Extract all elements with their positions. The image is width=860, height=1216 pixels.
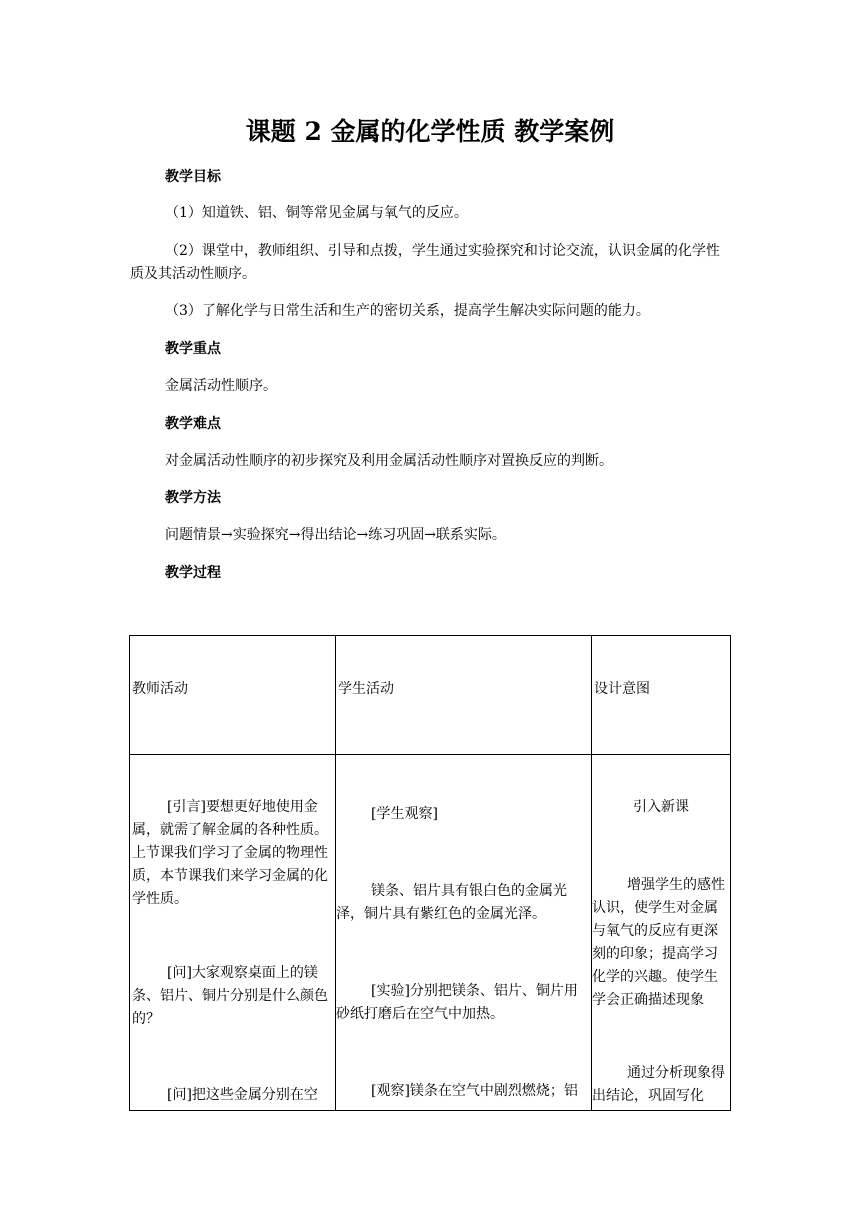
difficulty-heading: 教学难点 <box>165 416 221 432</box>
design-cell-perception: 增强学生的感性认识，使学生对金属与氧气的反应有更深刻的印象；提高学习化学的兴趣。使学生学会正确描述现象 <box>592 877 725 1008</box>
process-heading: 教学过程 <box>165 565 221 581</box>
student-cell-experiment: [实验]分别把镁条、铝片、铜片用砂纸打磨后在空气中加热。 <box>336 983 578 1022</box>
design-cell-intro: 引入新课 <box>633 799 689 815</box>
header-student-activity: 学生活动 <box>338 681 394 697</box>
goals-heading: 教学目标 <box>165 169 221 185</box>
method-heading: 教学方法 <box>165 490 221 506</box>
goal-3: （3）了解化学与日常生活和生产的密切关系，提高学生解决实际问题的能力。 <box>165 303 650 319</box>
header-teacher-activity: 教师活动 <box>132 681 188 697</box>
teacher-cell-question-heat: [问]把这些金属分别在空 <box>167 1087 318 1103</box>
document-title: 课题 2 金属的化学性质 教学案例 <box>245 117 615 146</box>
design-cell-conclusion: 通过分析现象得出结论，巩固写化 <box>592 1065 725 1104</box>
key-points-text: 金属活动性顺序。 <box>165 378 277 394</box>
column-divider <box>335 636 336 1110</box>
goal-2: （2）课堂中，教师组织、引导和点拨，学生通过实验探究和讨论交流，认识金属的化学性质及其活动性顺序。 <box>130 243 720 282</box>
teacher-cell-intro: [引言]要想更好地使用金属，就需了解金属的各种性质。上节课我们学习了金属的物理性质，本节课我们来学习金属的化学性质。 <box>132 799 328 907</box>
key-points-heading: 教学重点 <box>165 341 221 357</box>
student-cell-luster: 镁条、铝片具有银白色的金属光泽，铜片具有紫红色的金属光泽。 <box>336 883 567 922</box>
difficulty-text: 对金属活动性顺序的初步探究及利用金属活动性顺序对置换反应的判断。 <box>165 453 613 469</box>
teacher-cell-question-color: [问]大家观察桌面上的镁条、铝片、铜片分别是什么颜色的？ <box>132 965 328 1027</box>
header-divider <box>130 754 730 755</box>
goal-1: （1）知道铁、铝、铜等常见金属与氧气的反应。 <box>165 205 468 221</box>
method-text: 问题情景→实验探究→得出结论→练习巩固→联系实际。 <box>165 527 506 543</box>
student-cell-observe: [学生观察] <box>371 806 438 822</box>
teaching-process-table <box>129 635 731 1111</box>
student-cell-observation: [观察]镁条在空气中剧烈燃烧；铝 <box>371 1083 578 1099</box>
column-divider <box>591 636 592 1110</box>
header-design-intent: 设计意图 <box>594 681 650 697</box>
